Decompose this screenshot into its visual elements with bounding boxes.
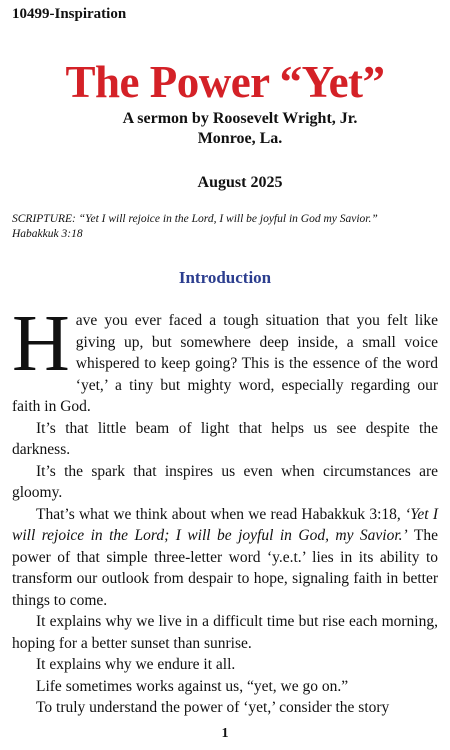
sermon-title: The Power “Yet” [65,57,385,107]
paragraph [12,504,438,612]
header-tag: 10499-Inspiration [12,6,127,22]
paragraph: It’s the spark that inspires us even when circumstances are gloomy. [12,462,438,501]
paragraph-text: That’s what we think about when we read Habakkuk 3:18, [36,505,401,523]
body-text [12,300,438,719]
paragraph: Life sometimes works against us, “yet, we go on.” [36,677,349,695]
page-number: 1 [221,726,229,741]
paragraph-text: The power of that simple three-letter word ‘y.e.t.’ lies in its ability to transform our outlook from despair to hope, signaling faith in better things to come. [12,527,438,609]
paragraph: To truly understand the power of ‘yet,’ consider the story [36,699,390,716]
scripture-text: SCRIPTURE: “Yet I will rejoice in the Lord, I will be joyful in God my Savior.” [12,213,378,225]
location: Monroe, La. [197,130,283,147]
section-heading: Introduction [178,268,272,287]
scripture-reference: Habakkuk 3:18 [12,228,83,240]
scripture-block [12,212,440,242]
verse-quote: ‘Yet I will rejoice in the Lord; I will be joyful in God, my Savior.’ [12,505,438,544]
paragraph: It explains why we live in a difficult time but rise each morning, hoping for a better sunset than sunrise. [12,613,438,652]
paragraph [12,300,438,418]
byline: A sermon by Roosevelt Wright, Jr. [122,110,358,127]
sermon-date: August 2025 [197,174,283,191]
drop-cap: H [12,300,70,388]
paragraph: It’s that little beam of light that helps us see despite the darkness. [12,419,438,458]
paragraph-text: ave you ever faced a tough situation that you felt like giving up, but somewhere deep inside, a small voice whispered to keep going? This is the essence of the word ‘yet,’ a tiny but mighty word, especially regarding our faith in God. [12,312,438,415]
paragraph: It explains why we endure it all. [36,656,236,673]
